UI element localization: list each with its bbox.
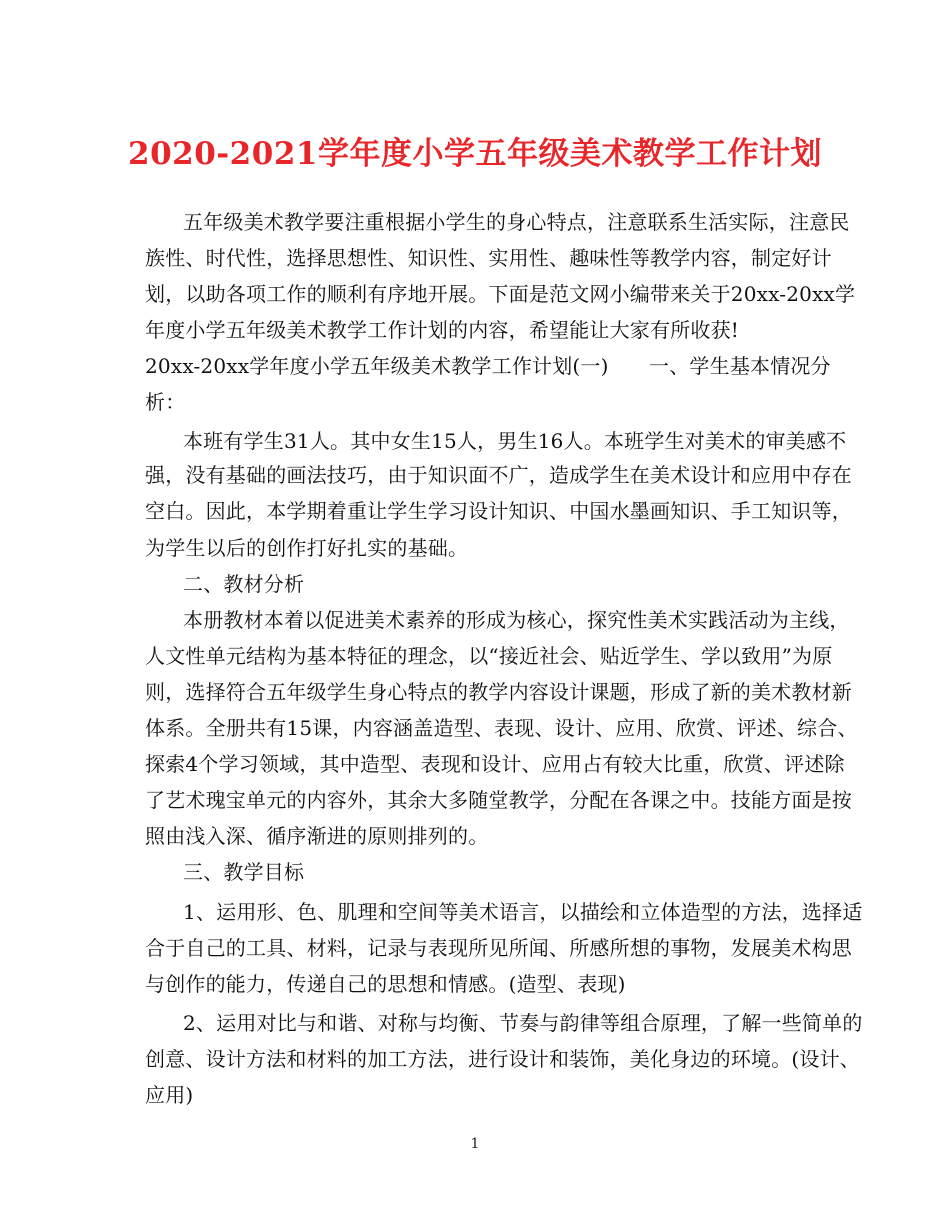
paragraph-line: 应用) bbox=[145, 1083, 194, 1107]
paragraph-line: 强，没有基础的画法技巧，由于知识面不广，造成学生在美术设计和应用中存在 bbox=[145, 463, 852, 487]
paragraph-line: 体系。全册共有15课，内容涵盖造型、表现、设计、应用、欣赏、评述、综合、 bbox=[145, 716, 858, 740]
paragraph-line: 析： bbox=[145, 390, 186, 414]
paragraph-line: 人文性单元结构为基本特征的理念，以“接近社会、贴近学生、学以致用”为原 bbox=[145, 644, 833, 668]
paragraph-line: 合于自己的工具、材料，记录与表现所见所闻、所感所想的事物，发展美术构思 bbox=[145, 936, 852, 960]
paragraph-line: 与创作的能力，传递自己的思想和情感。(造型、表现) bbox=[145, 972, 626, 996]
paragraph-line: 五年级美术教学要注重根据小学生的身心特点，注意联系生活实际，注意民 bbox=[183, 210, 850, 234]
paragraph-line: 2、运用对比与和谐、对称与均衡、节奏与韵律等组合原理，了解一些简单的 bbox=[183, 1011, 863, 1035]
paragraph-line: 了艺术瑰宝单元的内容外，其余大多随堂教学，分配在各课之中。技能方面是按 bbox=[145, 788, 852, 812]
paragraph-line: 划，以助各项工作的顺利有序地开展。下面是范文网小编带来关于20xx-20xx学 bbox=[145, 282, 856, 306]
paragraph-line: 则，选择符合五年级学生身心特点的教学内容设计课题，形成了新的美术教材新 bbox=[145, 680, 852, 704]
paragraph-line: 照由浅入深、循序渐进的原则排列的。 bbox=[145, 824, 489, 848]
page-number: 1 bbox=[470, 1136, 480, 1152]
document-title: 2020-2021学年度小学五年级美术教学工作计划 bbox=[128, 136, 822, 172]
paragraph-line: 空白。因此，本学期着重让学生学习设计知识、中国水墨画知识、手工知识等， bbox=[145, 499, 852, 523]
paragraph-line: 创意、设计方法和材料的加工方法，进行设计和装饰，美化身边的环境。(设计、 bbox=[145, 1047, 861, 1071]
paragraph-line: 族性、时代性，选择思想性、知识性、实用性、趣味性等教学内容，制定好计 bbox=[145, 246, 832, 270]
paragraph-line: 本班有学生31人。其中女生15人，男生16人。本班学生对美术的审美感不 bbox=[183, 429, 847, 453]
paragraph-line: 本册教材本着以促进美术素养的形成为核心，探究性美术实践活动为主线， bbox=[183, 608, 850, 632]
paragraph-line: 为学生以后的创作打好扎实的基础。 bbox=[145, 536, 469, 560]
section-heading: 三、教学目标 bbox=[183, 860, 305, 884]
section-heading: 二、教材分析 bbox=[183, 572, 305, 596]
paragraph-line: 1、运用形、色、肌理和空间等美术语言，以描绘和立体造型的方法，选择适 bbox=[183, 900, 863, 924]
paragraph-line: 年度小学五年级美术教学工作计划的内容，希望能让大家有所收获! bbox=[145, 318, 740, 342]
paragraph-line: 20xx-20xx学年度小学五年级美术教学工作计划(一) 一、学生基本情况分 bbox=[145, 354, 831, 378]
paragraph-line: 探索4个学习领域，其中造型、表现和设计、应用占有较大比重，欣赏、评述除 bbox=[145, 752, 845, 776]
